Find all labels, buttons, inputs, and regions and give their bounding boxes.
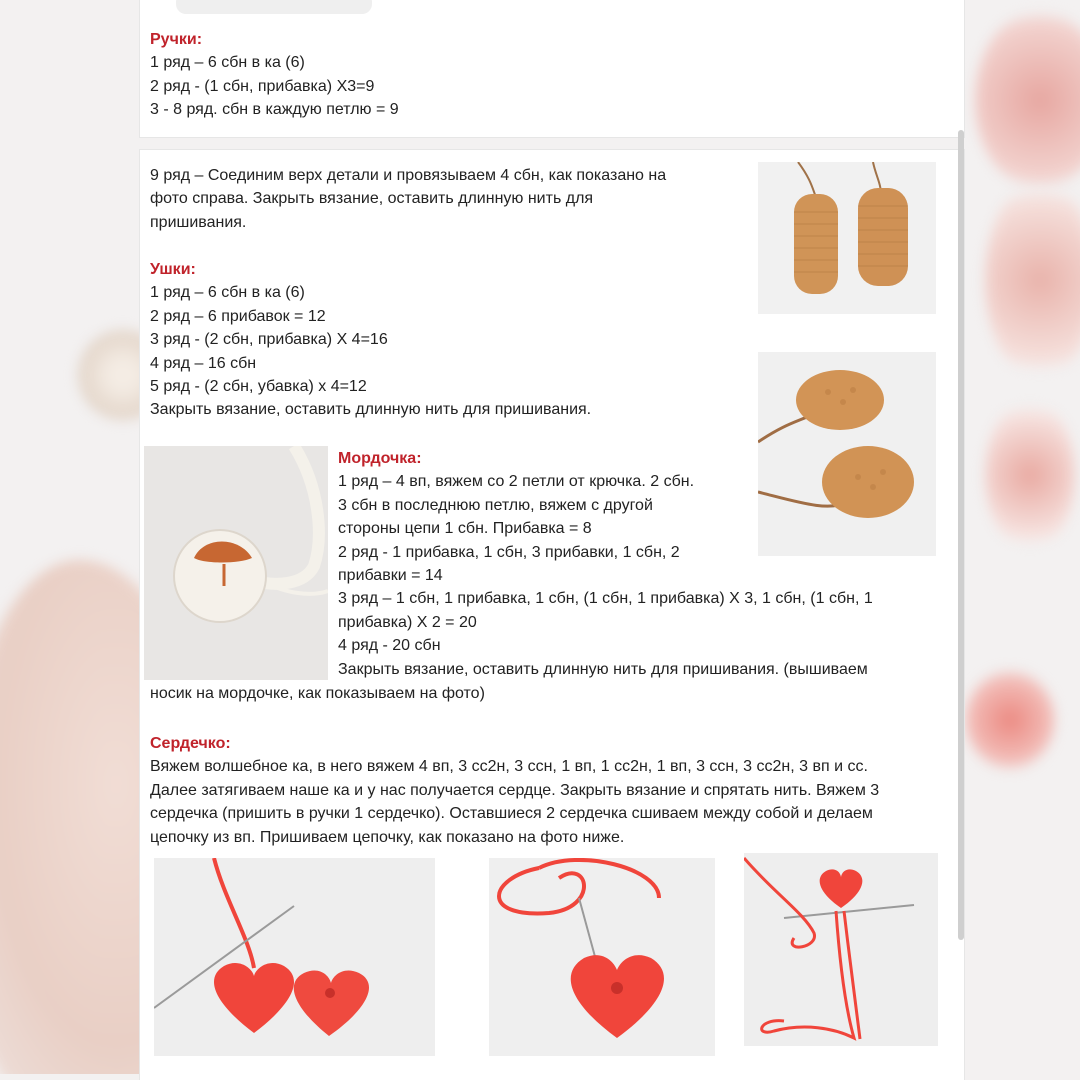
handles-card [140,0,964,137]
ears-photo [758,352,936,556]
mittens-photo [758,162,936,314]
scrollbar[interactable] [958,130,964,940]
handles-heading: Ручки: [150,31,203,48]
muzzle-line: 3 сбн в последнюю петлю, вяжем с другой [338,496,653,514]
muzzle-line: прибавка) Х 2 = 20 [338,613,477,631]
ears-section [150,258,591,422]
heart-line: сердечка (пришить в ручки 1 сердечко). Оставшиеся 2 сердечка сшиваем между собой и делаем [150,805,873,823]
handles-section [150,28,399,122]
heart-line: Вяжем волшебное ка, в него вяжем 4 вп, 3 сс2н, 3 ссн, 1 вп, 1 сс2н, 1 вп, 3 ссн, 3 сс2н, 3 вп и сс. [150,758,868,776]
ears-line: 1 ряд – 6 сбн в ка (6) [150,284,305,302]
heart-line: цепочку из вп. Пришиваем цепочку, как показано на фото ниже. [150,828,625,846]
ears-line: 3 ряд - (2 сбн, прибавка) Х 4=16 [150,331,388,349]
background-leaf [965,670,1055,770]
muzzle-line: 1 ряд – 4 вп, вяжем со 2 петли от крючка. 2 сбн. [338,473,695,491]
background-leaf [975,10,1080,190]
handles-line: 1 ряд – 6 сбн в ка (6) [150,54,305,72]
ears-line: Закрыть вязание, оставить длинную нить для пришивания. [150,401,592,419]
handles-line: 3 - 8 ряд. сбн в каждую петлю = 9 [150,101,399,119]
ears-heading: Ушки: [150,261,196,278]
muzzle-line: 4 ряд - 20 сбн [338,637,441,655]
muzzle-photo [144,446,328,680]
intro-line: фото справа. Закрыть вязание, оставить длинную нить для [150,190,594,208]
hearts-photo-3 [744,853,938,1046]
intro-text [150,164,666,234]
muzzle-line: стороны цепи 1 сбн. Прибавка = 8 [338,520,592,538]
handles-line: 2 ряд - (1 сбн, прибавка) Х3=9 [150,77,375,95]
muzzle-line: Закрыть вязание, оставить длинную нить для пришивания. (вышиваем [338,660,868,678]
hearts-photo-1 [154,858,435,1056]
background-leaf [985,180,1080,380]
heart-line: Далее затягиваем наше ка и у нас получается сердце. Закрыть вязание и спрятать нить. Вяжем 3 [150,781,880,799]
hearts-photo-2 [489,858,715,1056]
muzzle-line: 2 ряд - 1 прибавка, 1 сбн, 3 прибавки, 1 сбн, 2 [338,543,680,561]
ears-line: 4 ряд – 16 сбн [150,354,257,372]
muzzle-tail: носик на мордочке, как показываем на фото) [150,685,485,702]
heart-section [150,732,879,849]
clipped-top-element [176,0,372,14]
ears-line: 5 ряд - (2 сбн, убавка) х 4=12 [150,378,367,396]
pattern-card [140,150,964,1080]
muzzle-line: прибавки = 14 [338,567,443,585]
intro-line: пришивания. [150,213,247,231]
background-leaf [985,400,1075,550]
muzzle-line: 3 ряд – 1 сбн, 1 прибавка, 1 сбн, (1 сбн, 1 прибавка) Х 3, 1 сбн, (1 сбн, 1 [338,590,873,608]
ears-line: 2 ряд – 6 прибавок = 12 [150,307,326,325]
intro-line: 9 ряд – Соединим верх детали и провязываем 4 сбн, как показано на [150,167,667,184]
muzzle-heading: Мордочка: [338,450,422,467]
heart-heading: Сердечко: [150,735,231,752]
